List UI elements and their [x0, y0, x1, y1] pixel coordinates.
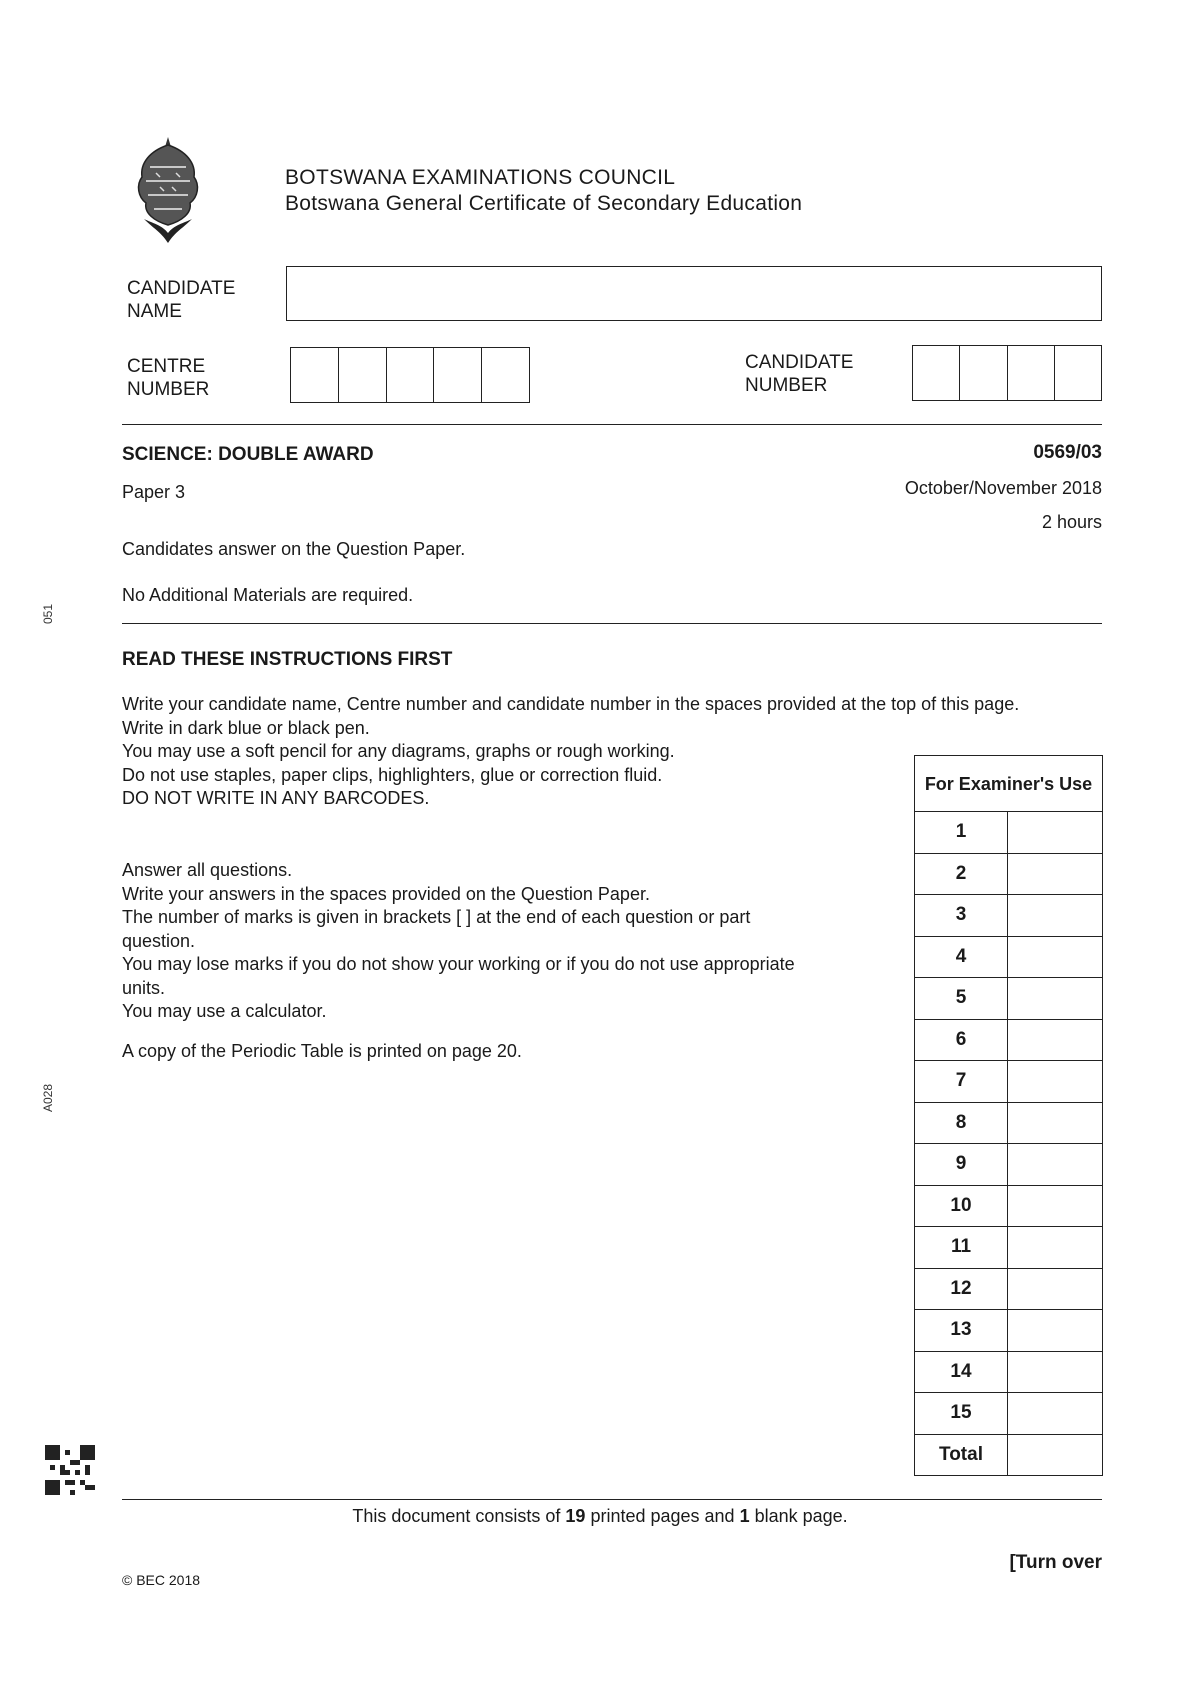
exam-duration: 2 hours: [1041, 512, 1102, 532]
question-number: 10: [915, 1185, 1008, 1227]
examiner-table-row: [915, 895, 1103, 937]
digit-box[interactable]: [482, 348, 529, 402]
mark-cell[interactable]: [1008, 853, 1103, 895]
question-number: 3: [915, 895, 1008, 937]
margin-code: A028: [41, 1083, 55, 1112]
examiner-table-row: [915, 1185, 1103, 1227]
mark-cell[interactable]: [1008, 1061, 1103, 1103]
bec-crest-logo: [130, 133, 206, 245]
examiner-table-row: [915, 936, 1103, 978]
examiner-table-row: [915, 1351, 1103, 1393]
qualification-name: Botswana General Certificate of Secondary Education: [285, 192, 803, 215]
question-number: 9: [915, 1144, 1008, 1186]
digit-box[interactable]: [434, 348, 482, 402]
question-number: 13: [915, 1310, 1008, 1352]
materials-note: No Additional Materials are required.: [122, 585, 414, 605]
question-number: Total: [915, 1434, 1008, 1476]
question-number: 6: [915, 1019, 1008, 1061]
examiner-table-row: [915, 1393, 1103, 1435]
answer-note: Candidates answer on the Question Paper.: [122, 539, 466, 559]
instruction-line: Do not use staples, paper clips, highlighters, glue or correction fluid.: [122, 764, 663, 785]
examiner-use-table: [914, 755, 1103, 1476]
page-count-note: This document consists of 19 printed pages and 1 blank page.: [352, 1506, 848, 1526]
question-number: 11: [915, 1227, 1008, 1269]
digit-box[interactable]: [1055, 346, 1101, 400]
examiner-table-row: [915, 1102, 1103, 1144]
mark-cell[interactable]: [1008, 978, 1103, 1020]
candidate-name-box[interactable]: [286, 266, 1102, 321]
instructions-heading: READ THESE INSTRUCTIONS FIRST: [122, 649, 453, 670]
digit-box[interactable]: [339, 348, 387, 402]
examiner-table-header-row: [915, 756, 1103, 812]
examiner-table-row: [915, 853, 1103, 895]
examiner-table-row: [915, 1310, 1103, 1352]
digit-box[interactable]: [1008, 346, 1055, 400]
centre-number-boxes[interactable]: [290, 347, 530, 403]
candidate-number-label: CANDIDATE NUMBER: [745, 352, 854, 396]
centre-number-label: CENTRE NUMBER: [127, 356, 210, 400]
mark-cell[interactable]: [1008, 1268, 1103, 1310]
org-name: BOTSWANA EXAMINATIONS COUNCIL: [285, 166, 676, 189]
question-number: 4: [915, 936, 1008, 978]
question-number: 14: [915, 1351, 1008, 1393]
question-number: 8: [915, 1102, 1008, 1144]
subject-title: SCIENCE: DOUBLE AWARD: [122, 444, 374, 465]
instruction-line: Write in dark blue or black pen.: [122, 717, 370, 738]
question-number: 15: [915, 1393, 1008, 1435]
mark-cell[interactable]: [1008, 1310, 1103, 1352]
examiner-table-row: [915, 1061, 1103, 1103]
examiner-table-row: [915, 1144, 1103, 1186]
question-number: 7: [915, 1061, 1008, 1103]
organization-header: [285, 165, 802, 217]
instruction-line: You may lose marks if you do not show your working or if you do not use appropriate units.: [122, 954, 795, 998]
instruction-line: Answer all questions.: [122, 860, 293, 880]
instruction-line: Write your answers in the spaces provided on the Question Paper.: [122, 883, 650, 904]
candidate-name-label: CANDIDATE NAME: [127, 278, 236, 322]
question-number: 1: [915, 812, 1008, 854]
mark-cell[interactable]: [1008, 1185, 1103, 1227]
mark-cell[interactable]: [1008, 895, 1103, 937]
periodic-table-note: A copy of the Periodic Table is printed on page 20.: [122, 1041, 522, 1061]
question-number: 12: [915, 1268, 1008, 1310]
digit-box[interactable]: [387, 348, 435, 402]
examiner-table-row: [915, 1227, 1103, 1269]
mark-cell[interactable]: [1008, 1019, 1103, 1061]
exam-session: October/November 2018: [904, 478, 1102, 498]
mark-cell[interactable]: [1008, 1434, 1103, 1476]
mark-cell[interactable]: [1008, 1393, 1103, 1435]
mark-cell[interactable]: [1008, 936, 1103, 978]
mark-cell[interactable]: [1008, 1227, 1103, 1269]
examiner-table-row: [915, 1019, 1103, 1061]
examiner-table-row: [915, 812, 1103, 854]
digit-box[interactable]: [291, 348, 339, 402]
mark-cell[interactable]: [1008, 1102, 1103, 1144]
margin-code: 051: [41, 603, 55, 624]
examiner-table-row: [915, 1268, 1103, 1310]
mark-cell[interactable]: [1008, 812, 1103, 854]
instruction-line: The number of marks is given in brackets [ ] at the end of each question or part question.: [122, 907, 751, 951]
instructions-block-2: [122, 859, 822, 1024]
paper-number: Paper 3: [122, 482, 186, 502]
instruction-line: You may use a soft pencil for any diagrams, graphs or rough working.: [122, 741, 675, 761]
question-number: 2: [915, 853, 1008, 895]
divider: [122, 1499, 1102, 1500]
barcode-icon: [45, 1445, 95, 1495]
instruction-line: You may use a calculator.: [122, 1001, 327, 1021]
divider: [122, 424, 1102, 425]
mark-cell[interactable]: [1008, 1144, 1103, 1186]
mark-cell[interactable]: [1008, 1351, 1103, 1393]
question-number: 5: [915, 978, 1008, 1020]
examiner-table-row: [915, 1434, 1103, 1476]
examiner-table-header: For Examiner's Use: [915, 756, 1103, 812]
divider: [122, 623, 1102, 624]
instruction-line: Write your candidate name, Centre number and candidate number in the spaces provided at the top of this page.: [122, 694, 1020, 714]
paper-code: 0569/03: [1033, 442, 1102, 463]
turn-over-note: [Turn over: [1009, 1552, 1102, 1573]
digit-box[interactable]: [913, 346, 960, 400]
digit-box[interactable]: [960, 346, 1007, 400]
candidate-number-boxes[interactable]: [912, 345, 1102, 401]
copyright: © BEC 2018: [122, 1572, 201, 1588]
examiner-table-row: [915, 978, 1103, 1020]
instruction-line: DO NOT WRITE IN ANY BARCODES.: [122, 788, 430, 808]
